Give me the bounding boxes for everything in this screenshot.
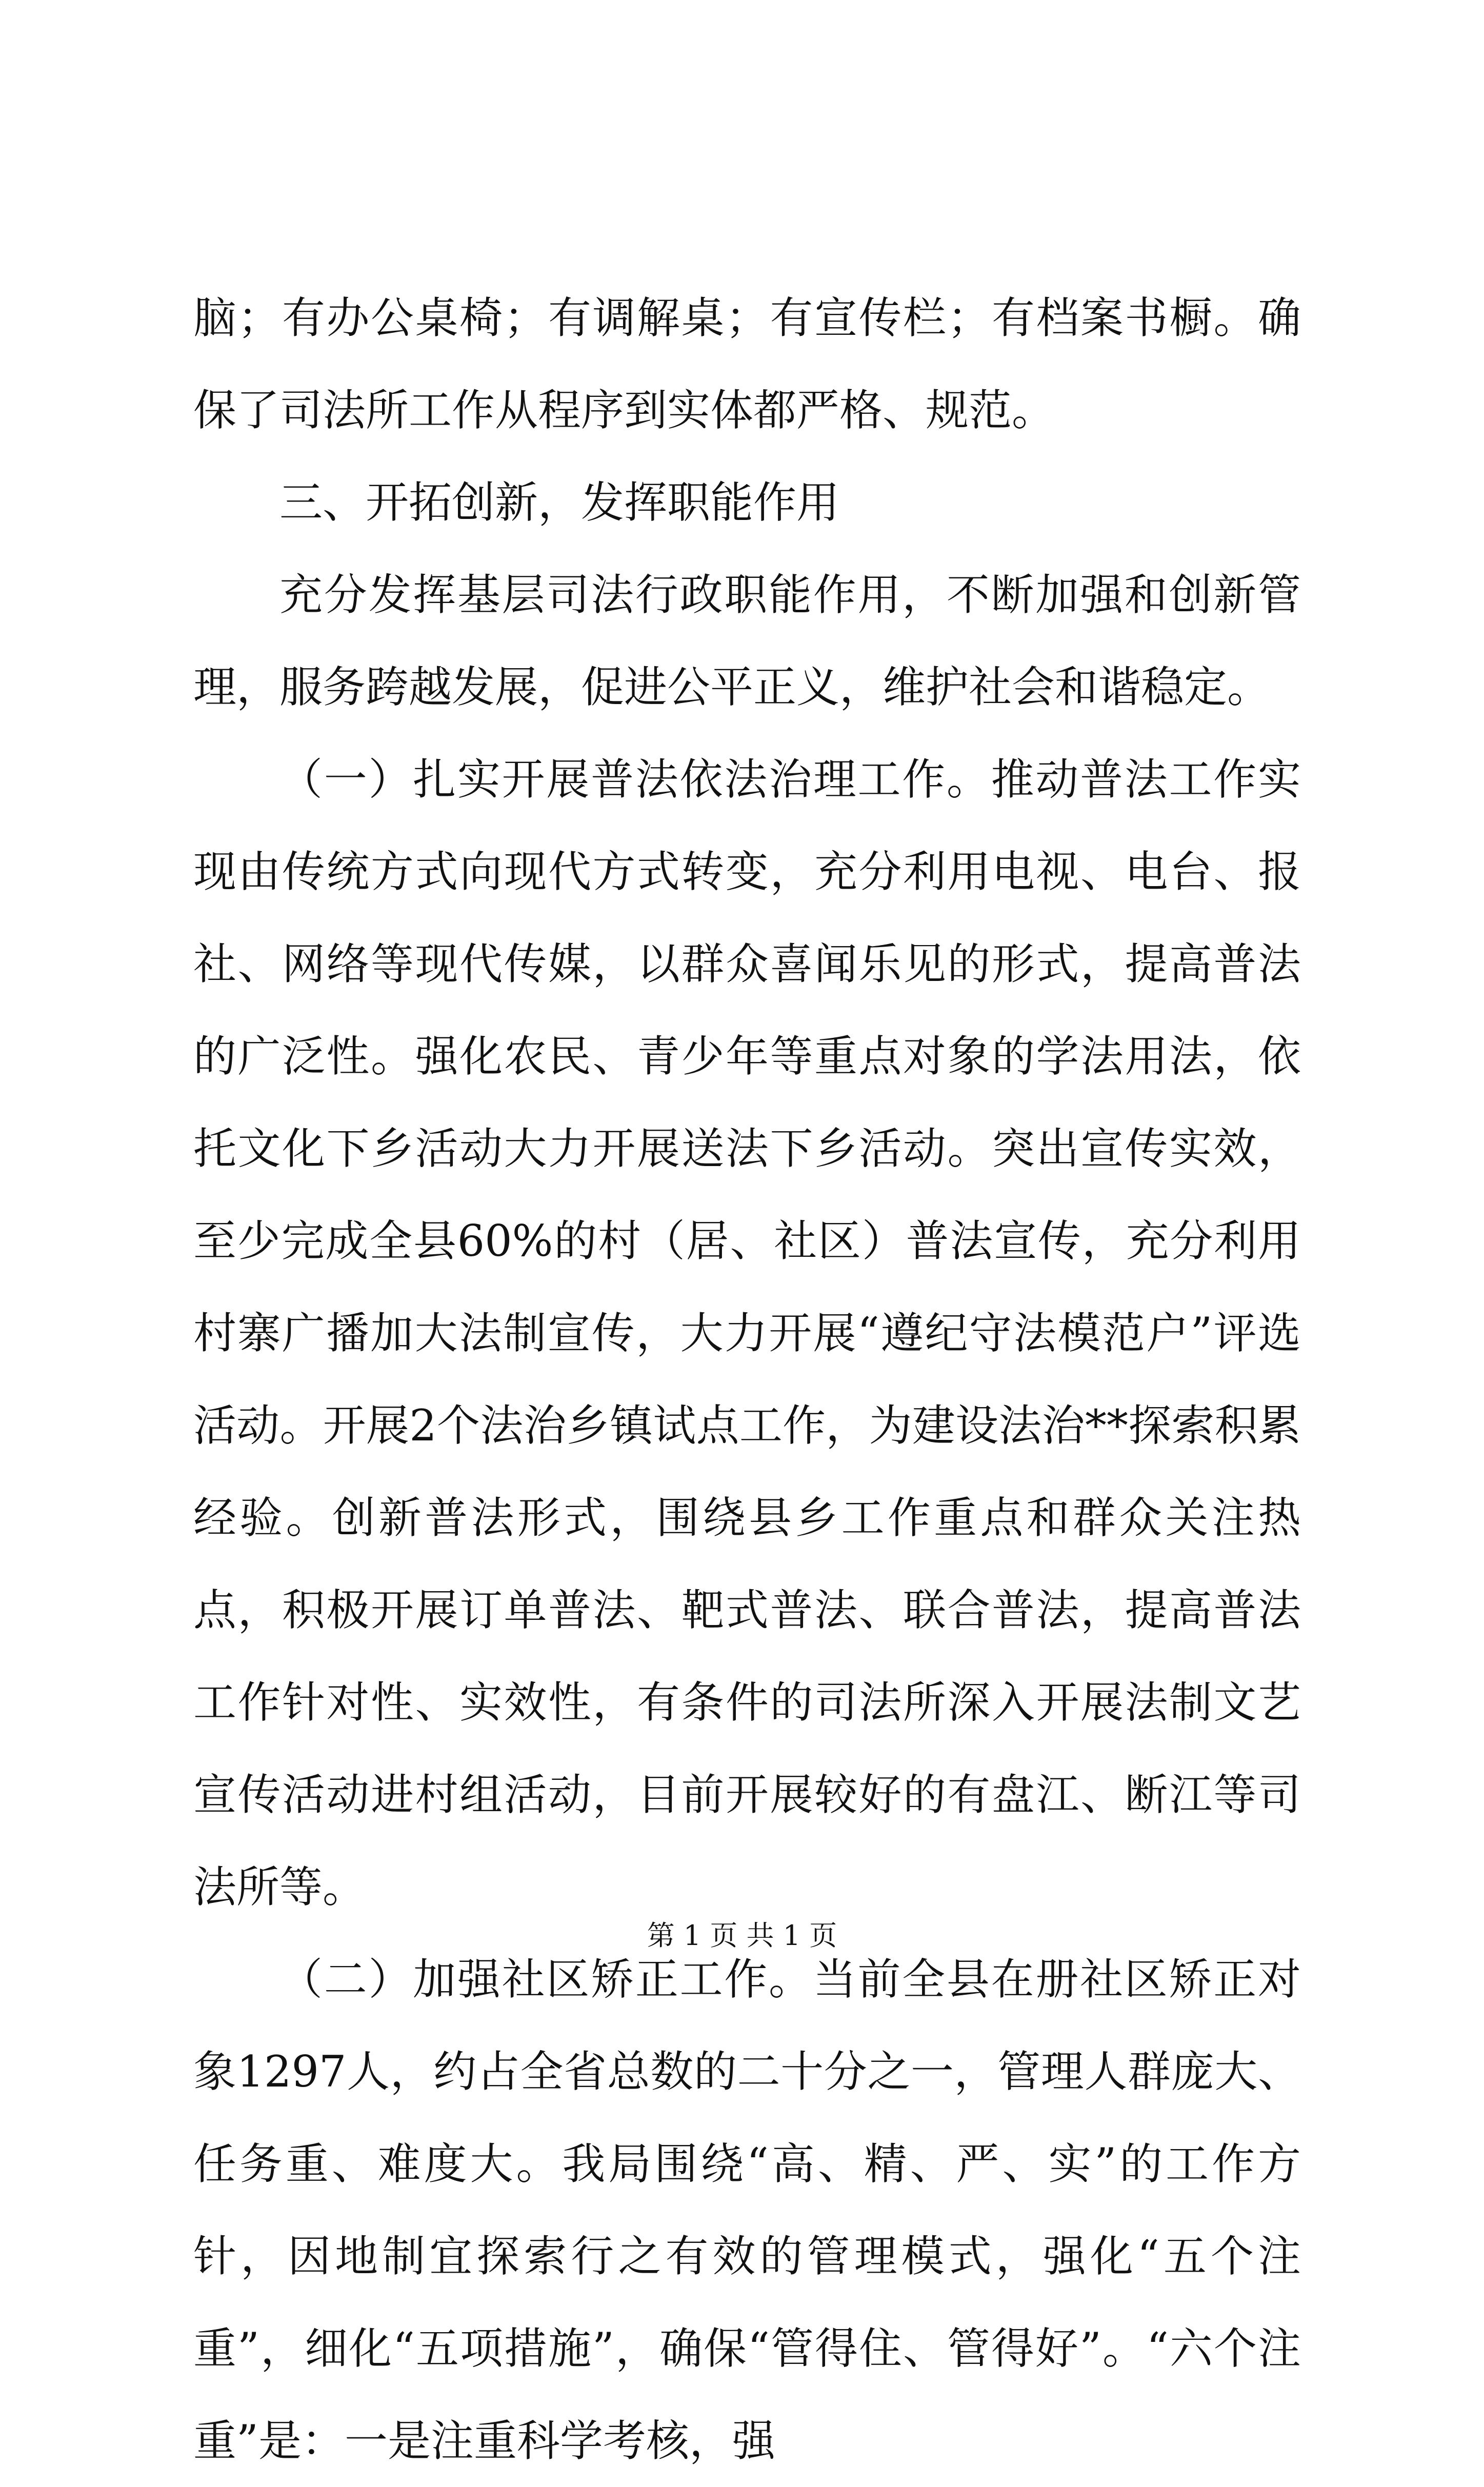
section-heading-3: 三、开拓创新，发挥职能作用 <box>279 477 840 528</box>
document-body <box>193 272 1301 2487</box>
page-footer: 第 1 页 共 1 页 <box>647 1919 837 1952</box>
paragraph-intro: 充分发挥基层司法行政职能作用，不断加强和创新管理，服务跨越发展，促进公平正义，维护社会和谐稳定。 <box>193 570 1301 712</box>
paragraph-1: 脑；有办公桌椅；有调解桌；有宣传栏；有档案书橱。确保了司法所工作从程序到实体都严格、规范。 <box>193 293 1301 435</box>
paragraph-community-correction: （二）加强社区矫正工作。当前全县在册社区矫正对象1297人，约占全省总数的二十分之一，管理人群庞大、任务重、难度大。我局围绕“高、精、严、实”的工作方针，因地制宜探索行之有效的管理模式，强化“五个注重”，细化“五项措施”，确保“管得住、管得好”。“六个注重”是：一是注重科学考核，强 <box>193 1954 1301 2466</box>
paragraph-legal-education: （一）扎实开展普法依法治理工作。推动普法工作实现由传统方式向现代方式转变，充分利用电视、电台、报社、网络等现代传媒，以群众喜闻乐见的形式，提高普法的广泛性。强化农民、青少年等重点对象的学法用法，依托文化下乡活动大力开展送法下乡活动。突出宣传实效，至少完成全县60%的村（居、社区）普法宣传，充分利用村寨广播加大法制宣传，大力开展“遵纪守法模范户”评选活动。开展2个法治乡镇试点工作，为建设法治**探索积累经验。创新普法形式，围绕县乡工作重点和群众关注热点，积极开展订单普法、靶式普法、联合普法，提高普法工作针对性、实效性，有条件的司法所深入开展法制文艺宣传活动进村组活动，目前开展较好的有盘江、断江等司法所等。 <box>193 754 1301 1912</box>
